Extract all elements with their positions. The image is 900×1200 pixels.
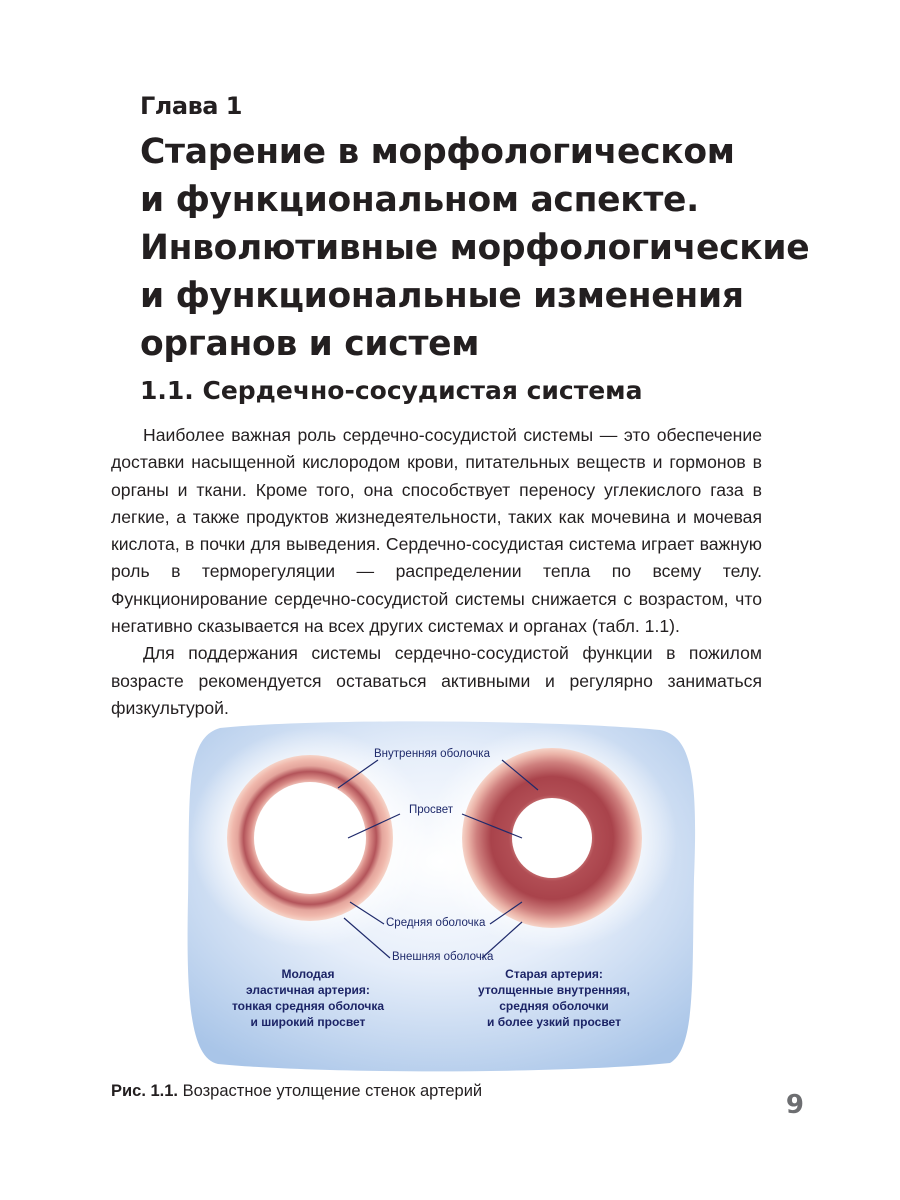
chapter-title-line: и функциональном аспекте. bbox=[140, 180, 699, 220]
chapter-title-line: и функциональные изменения bbox=[140, 276, 744, 316]
paragraph: Наиболее важная роль сердечно-сосудистой системы — это обеспечение доставки насыщенной кислородом крови, питательных веществ и гормонов в органы и ткани. Кроме того, она способствует переносу углекислого газа в легкие, а также продуктов жизнедеятельности, таких как мочевина и мочевая кислота, в почки для выведения. Сердечно-сосудистая система играет важную роль в терморегуляции — распределении тепла по всему телу. Функционирование сердечно-сосудистой системы снижается с возрастом, что негативно сказывается на всех других системах и органах (табл. 1.1). bbox=[111, 425, 762, 637]
figure-caption bbox=[111, 1082, 482, 1101]
description-line: утолщенные внутренняя, bbox=[478, 983, 630, 997]
description-line: Молодая bbox=[281, 967, 335, 981]
description-line: и более узкий просвет bbox=[487, 1015, 621, 1029]
old-artery-description bbox=[459, 966, 649, 1030]
chapter-title-line: органов и систем bbox=[140, 324, 480, 364]
young-artery-description bbox=[213, 966, 403, 1030]
caption-prefix: Рис. 1.1. bbox=[111, 1082, 179, 1100]
chapter-label: Глава 1 bbox=[140, 92, 243, 120]
artery-figure bbox=[180, 718, 700, 1073]
description-line: тонкая средняя оболочка bbox=[231, 999, 385, 1013]
description-line: эластичная артерия: bbox=[246, 983, 370, 997]
paragraph: Для поддержания системы сердечно-сосудистой функции в пожилом возрасте рекомендуется оставаться активными и регулярно заниматься физкультурой. bbox=[111, 643, 762, 718]
label-inner-layer: Внутренняя оболочка bbox=[374, 748, 490, 760]
description-line: средняя оболочки bbox=[499, 999, 609, 1013]
label-lumen: Просвет bbox=[409, 804, 454, 816]
section-title: 1.1. Сердечно-сосудистая система bbox=[140, 376, 643, 405]
old-artery-lumen bbox=[512, 798, 592, 878]
body-text bbox=[111, 422, 762, 722]
description-line: и широкий просвет bbox=[250, 1015, 366, 1029]
description-line: Старая артерия: bbox=[505, 967, 603, 981]
chapter-title bbox=[140, 128, 840, 368]
label-outer-layer: Внешняя оболочка bbox=[392, 951, 494, 963]
page-number: 9 bbox=[785, 1090, 804, 1120]
label-middle-layer: Средняя оболочка bbox=[386, 917, 486, 929]
chapter-title-line: Старение в морфологическом bbox=[140, 132, 735, 172]
chapter-title-line: Инволютивные морфологические bbox=[140, 228, 810, 268]
caption-text: Возрастное утолщение стенок артерий bbox=[178, 1082, 483, 1100]
